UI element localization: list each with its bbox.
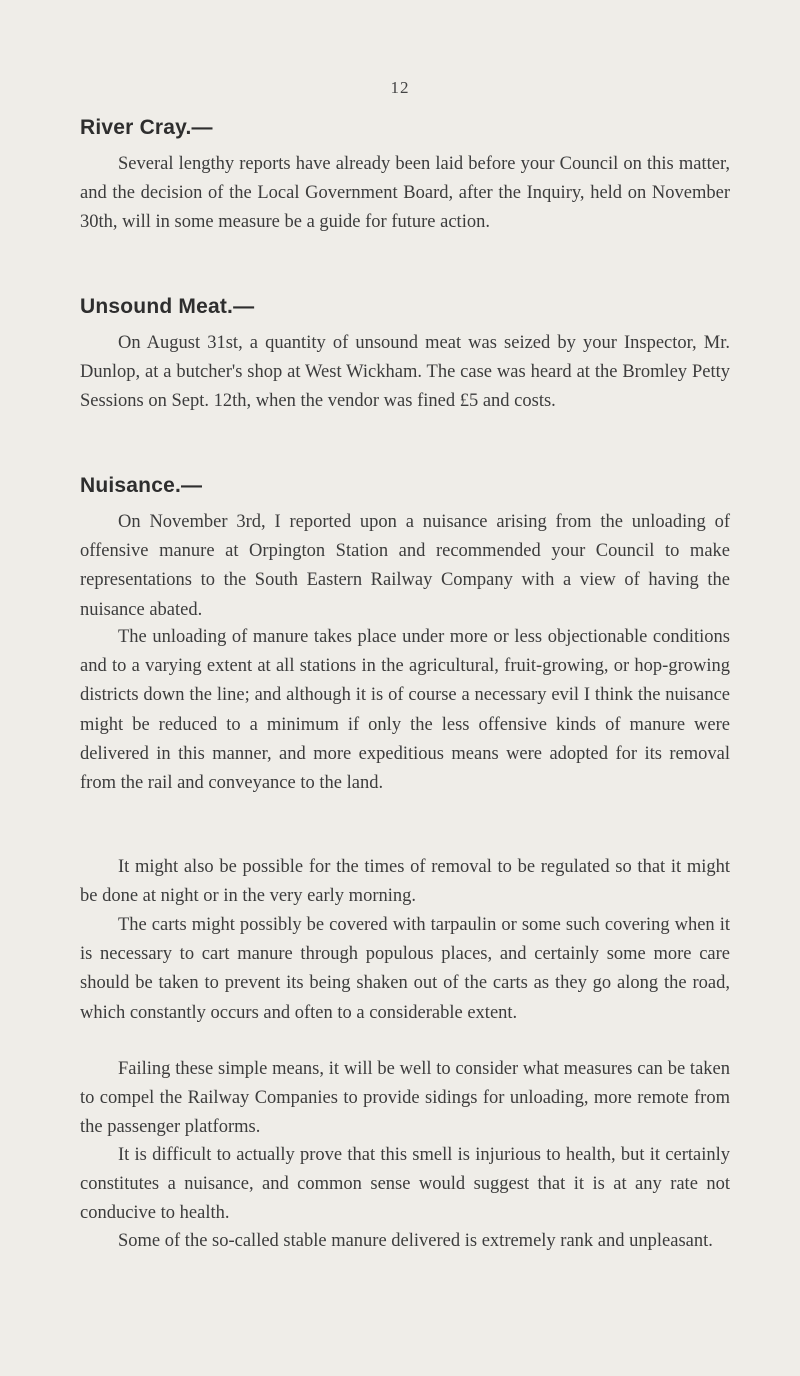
- page-number: 12: [390, 78, 410, 97]
- paragraph-nuisance-2: The unloading of manure takes place under more or less objectionable conditions and to a varying extent at all stations in the agricultural, fruit-growing, or hop-growing districts down the line; and although it is of course a necessary evil I think the nuisance might be reduced to a minimum if only the less offensive kinds of manure were delivered in this manner, and more expeditious means were adopted for its removal from the rail and conveyance to the land.: [80, 627, 730, 794]
- paragraph-nuisance-4: The carts might possibly be covered with tarpaulin or some such covering when it is necessary to cart manure through populous places, and certainly some more care should be taken to prevent its being shaken out of the carts as they go along the road, which constantly occurs and often to a considerable extent.: [80, 915, 730, 1023]
- paragraph-nuisance-3: It might also be possible for the times of removal to be regulated so that it might be done at night or in the very early morning.: [80, 857, 730, 907]
- heading-nuisance: Nuisance.—: [80, 474, 203, 497]
- heading-unsound-meat: Unsound Meat.—: [80, 295, 255, 318]
- heading-river-cray: River Cray.—: [80, 116, 213, 139]
- paragraph-nuisance-6: It is difficult to actually prove that this smell is injurious to health, but it certainly constitutes a nuisance, and common sense would suggest that it is at any rate not conducive to health.: [80, 1145, 730, 1224]
- paragraph-nuisance-1: On November 3rd, I reported upon a nuisance arising from the unloading of offensive manure at Orpington Station and recommended your Council to make representations to the South Eastern Railway Company with a view of having the nuisance abated.: [80, 512, 730, 620]
- paragraph-nuisance-7: Some of the so-called stable manure delivered is extremely rank and unpleasant.: [118, 1231, 713, 1251]
- paragraph-river-cray: Several lengthy reports have already been laid before your Council on this matter, and the decision of the Local Government Board, after the Inquiry, held on November 30th, will in some measure be a guide for future action.: [80, 154, 730, 233]
- paragraph-unsound-meat: On August 31st, a quantity of unsound meat was seized by your Inspector, Mr. Dunlop, at a butcher's shop at West Wickham. The case was heard at the Bromley Petty Sessions on Sept. 12th, when the vendor was fined £5 and costs.: [80, 333, 730, 412]
- paragraph-nuisance-5: Failing these simple means, it will be well to consider what measures can be taken to compel the Railway Companies to provide sidings for unloading, more remote from the passenger platforms.: [80, 1059, 730, 1138]
